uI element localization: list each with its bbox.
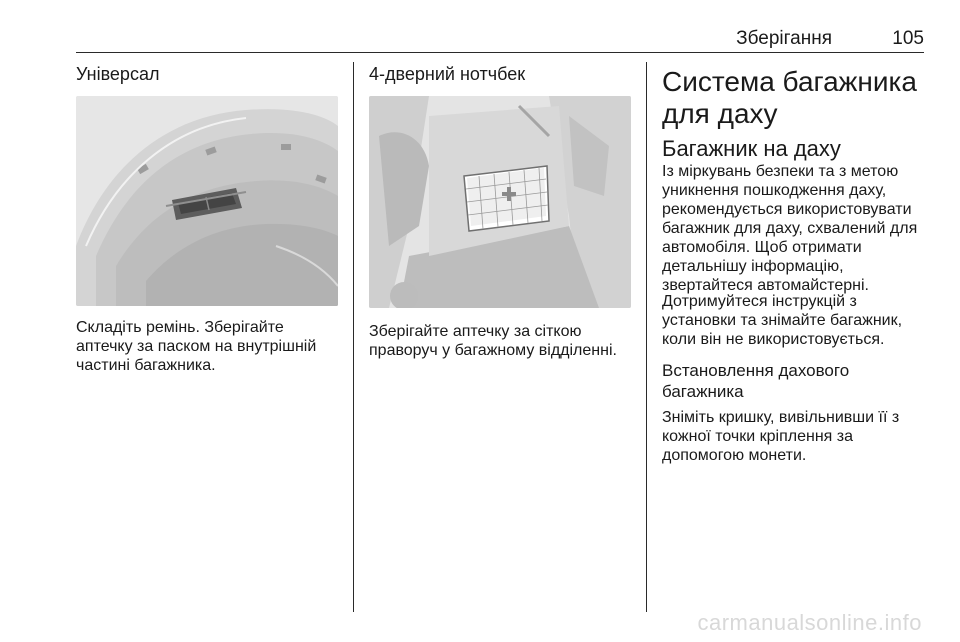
watermark: carmanualsonline.info (697, 610, 922, 635)
left-column-heading: Універсал (76, 64, 160, 84)
wagon-trunk-illustration (76, 96, 338, 306)
page-number: 105 (892, 28, 924, 49)
middle-column-caption: Зберігайте аптечку за сіткою праворуч у багажному відділенні. (369, 323, 617, 359)
wagon-trunk-figure (76, 96, 338, 306)
left-column (76, 62, 338, 86)
sedan-trunk-illustration (369, 96, 631, 308)
sedan-trunk-figure (369, 96, 631, 308)
roof-rack-paragraph-1: Із міркувань безпеки та з метою уникнення пошкодження даху, рекомендується використовувати багажник для даху, схвалений для автомобіля. Щоб отримати детальнішу інформацію, звертайтеся автомайстерні. (662, 163, 918, 294)
left-column-caption: Складіть ремінь. Зберігайте аптечку за паском на внутрішній частині багажника. (76, 319, 317, 374)
roof-rack-paragraph-2: Дотримуйтеся інструкцій з установки та знімайте багажник, коли він не використовується. (662, 293, 903, 348)
middle-column-heading: 4-дверний нотчбек (369, 64, 526, 84)
subsubsection-title: Встановлення дахового багажника (662, 361, 850, 401)
header-rule (76, 52, 924, 53)
installation-paragraph: Зніміть кришку, вивільнивши її з кожної точки кріплення за допомогою монети. (662, 409, 900, 464)
subsection-title: Багажник на даху (662, 136, 841, 161)
section-title: Система багажника для даху (662, 66, 917, 129)
column-divider-left (353, 62, 354, 612)
running-header-title: Зберігання (736, 28, 832, 49)
middle-column (369, 62, 631, 86)
column-divider-right (646, 62, 647, 612)
